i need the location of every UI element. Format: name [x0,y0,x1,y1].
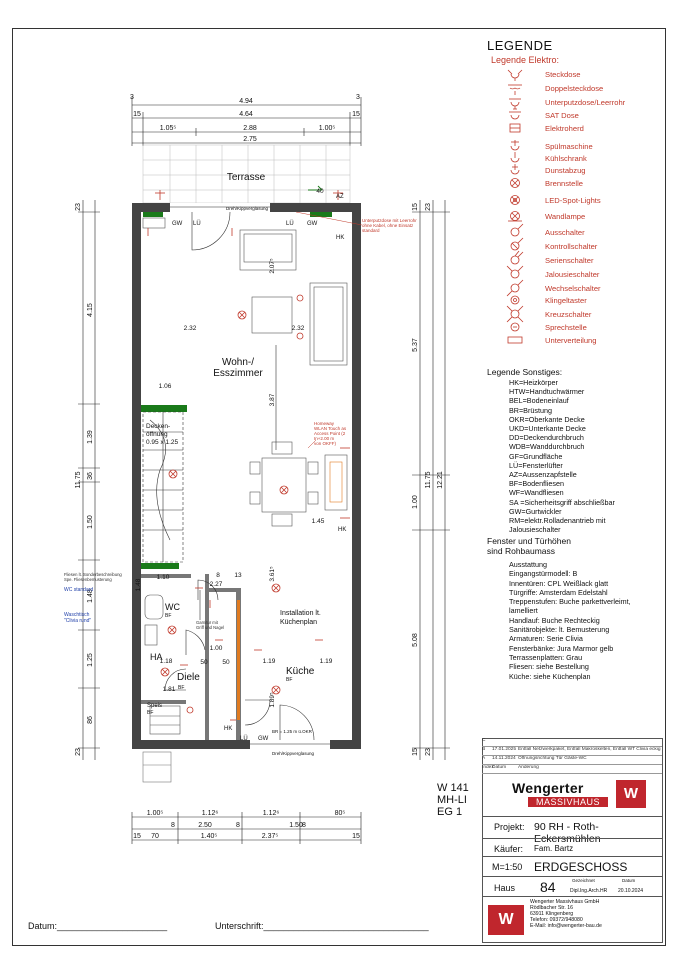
dim-right-15a: 15 [412,203,419,211]
dim-top-4: 2.75 [243,136,257,143]
dim-bot-4: 80⁵ [334,810,346,817]
dim-right-508: 5.08 [412,633,419,647]
room-wohn-1: Wohn-/ [221,357,255,368]
electric-marks [148,190,350,720]
dunstabzug-icon [511,164,519,174]
anno-lu3: LÜ [240,736,248,742]
dim-left-139: 1.39 [87,430,94,444]
logo-name: Wengerter [512,780,584,796]
dim-right-100: 1.00 [412,495,419,509]
rev-row-header: IndexDatum Änderung [482,765,662,774]
legend-sat-dose: SAT Dose [545,111,579,120]
legend-steckdose: Steckdose [545,70,581,79]
dim-bot-2: 1.12⁶ [201,810,219,817]
ausstattung: Ausstattung Eingangstürmodell: B Innentüren: CPL Weißlack glatt Türgriffe: Amsterdam Edelstahl Treppenstufen: Buche parkettverleimt, lamelliert Handlauf: Buche Rechteckig Sanitärobjekte: lt. Bemusterung Armaturen: Serie Clivia Fensterbänke: Jura Marmor gelb Terrassenplatten: Grau Fliesen: siehe Bestellung Küche: siehe Küchenplan [509,560,631,681]
dim-left-23a: 23 [75,203,82,211]
legend-sonstiges-title: Legende Sonstiges: [487,367,563,377]
dim-left-36: 36 [87,472,94,480]
legend-unterputzdose: Unterputzdose/Leerrohr [545,98,626,107]
dim-15b: 15 [352,111,360,118]
room-kueche: Küche [286,666,315,677]
geschoss: ERDGESCHOSS [534,860,628,874]
rev-row-b: B 17.01.2025 Entfall Netzwerkpaket, Entfall Makroskelten, Entfall WT Clivia eckig [482,747,662,756]
legend-kuehlschrank: Kühlschrank [545,154,587,163]
datum-label: Datum [622,878,636,883]
dim-h387: 3.87 [269,393,276,407]
legend-doppelsteckdose: Doppelsteckdose [545,84,604,93]
dim-h118: 1.18 [159,658,173,665]
note-garnitur: Garnitur mit Griff und Nagel [196,620,225,630]
note-wlan: Homeway WLAN Touch as Access Point (2 In+2.00 m von OKFF) [314,421,347,446]
dim-left-1175: 11.75 [75,471,82,489]
dim-right-1175: 11.75 [425,471,432,489]
legend-sprechstelle: Sprechstelle [545,323,587,332]
unterverteilung-icon [508,337,522,343]
outer-walls [132,203,361,749]
dim-left-86: 86 [87,716,94,724]
sprechstelle-icon [511,323,519,331]
dim-bot-5: 2.50 [198,822,212,829]
dim-bot-8a: 8 [171,822,175,829]
num-40: 40 [316,188,324,195]
legend-serienschalter: Serienschalter [545,256,594,265]
sill-top-left [143,212,163,217]
dim-w232a: 2.32 [183,325,197,332]
decken-3: 0.95 x 1.25 [146,439,179,446]
dim-h361: 3.61⁵ [269,566,276,582]
dim-w232b: 2.32 [291,325,305,332]
anno-br-okr: BR = 1.25 m ü.OKR [272,729,312,734]
legend-sonstiges: HK=Heizkörper HTW=Handtuchwärmer BEL=Bodeneinlauf BR=Brüstung OKR=Oberkante Decke UKD=Unterkante Decke DD=Deckendurchbruch WDB=Wanddurchbruch GF=Grundfläche LÜ=Fensterlüfter AZ=Aussenzapfstelle BF=Bodenfliesen WF=Wandfliesen SA =Sicherheitsgriff abschließbar GW=Gurtwickler RM=elektr.Rolladenantrieb mit Jalousieschalter [509,378,615,535]
legend-wandlampe: Wandlampe [545,212,586,221]
entry-step [143,752,171,782]
legend-symbols [490,64,540,354]
note-waschtisch: Waschtisch "Clivia rund" [64,612,92,624]
projekt-value: 90 RH - Roth-Eckersmühlen [534,821,601,845]
room-wohn-2: Esszimmer [213,368,263,379]
dim-left-23b: 23 [75,748,82,756]
note-unterputz: Unterputzdose mit Leerrohr ohne Kabel, ohne Einsatz standard [362,218,417,233]
dim-bot-237: 2.37⁵ [261,833,279,840]
legend-klingeltaster: Klingeltaster [545,296,587,305]
dim-h100: 1.00 [209,645,223,652]
kaeufer-label: Käufer: [494,844,524,854]
room-wc: WC [165,602,180,612]
note-fliesen: Fliesen lt. Sonderbeschreibung Spe. Fliesenbemusterung [64,572,122,582]
dim-bot-3: 1.12⁶ [262,810,280,817]
anno-drehkipp-top: Dreh/Kippverglasung [226,206,269,211]
projekt-row [482,816,662,845]
legend-kontrollschalter: Kontrollschalter [545,242,598,251]
dim-top-2: 2.88 [243,125,257,132]
legend-ausschalter: Ausschalter [545,228,585,237]
legend-jalousieschalter: Jalousieschalter [545,270,600,279]
anno-bf-speis: BF [147,710,154,716]
kuehlschrank-icon [511,152,519,162]
anno-hk2: HK [338,527,347,533]
dim-bot-6: 1.50 [289,822,303,829]
kaeufer-row [482,838,662,857]
dim-top-total: 4.94 [239,98,253,105]
legend-title: LEGENDE [487,38,553,53]
dim-h50a: 50 [200,659,208,666]
num-8: 8 [216,572,220,579]
anno-bf-kueche: BF [286,677,293,683]
dim-left-125: 1.25 [87,653,94,667]
dim-h50b: 50 [222,659,230,666]
dim-bot-15b: 15 [352,833,360,840]
dim-h110: 1.10 [156,574,170,581]
anno-gw1: GW [172,221,183,227]
massstab: M=1:50 [492,862,523,872]
logo-sub: MASSIVHAUS [528,797,608,807]
dim-top-inner: 4.64 [239,111,253,118]
sat-dose-icon [509,109,521,119]
dim-h189: 1.89⁵ [269,692,276,708]
dim-right-15b: 15 [412,748,419,756]
wandlampe-icon [508,212,522,222]
company-logo [508,778,654,812]
haus-row [482,876,662,897]
haus-value: 84 [540,879,556,895]
dim-h181: 1.81 [162,686,176,693]
legend-kreuzschalter: Kreuzschalter [545,310,592,319]
legend-spuelmaschine: Spülmaschine [545,142,593,151]
dim-bot-8b: 8 [236,822,240,829]
elektroherd-icon [510,124,520,132]
anno-gw2: GW [307,221,318,227]
note-wc-standard: WC standard [64,587,94,593]
sill-wc [141,563,179,569]
jalousieschalter-icon [507,266,523,278]
fenster-title: Fenster und Türhöhen sind Rohbaumass [487,536,571,556]
sill-top-right [310,212,332,217]
install-2: Küchenplan [280,619,317,626]
massstab-row [482,856,662,877]
kitchen-wall-strip [237,600,240,720]
dim-h119b: 1.19 [319,658,333,665]
serienschalter-icon [511,251,523,264]
dim-right-1221: 12.21 [437,471,444,489]
sill-stair [141,405,187,412]
footer-datum: Datum:______________________ [28,921,168,931]
dim-h207: 2.07⁵ [269,258,276,274]
legend-wechselschalter: Wechselschalter [545,284,601,293]
dim-left-415: 4.15 [87,303,94,317]
gezeichnet-value: Dipl.Ing.Arch.HR [570,888,608,894]
dim-bot-70: 70 [151,833,159,840]
dim-3a: 3 [130,94,134,101]
dim-top-1: 1.05⁵ [159,125,177,132]
led-spot-icon [511,196,520,205]
revision-table [482,738,662,774]
spuelmaschine-icon [511,140,519,150]
furniture [143,218,347,734]
footer-unterschrift: Unterschrift:_________________________________ [215,921,429,931]
room-speis: Speis [147,703,163,709]
datum-value: 20.10.2024 [618,888,644,894]
room-ha: HA [150,652,163,662]
steckdose-icon [508,70,522,81]
ausschalter-icon [511,224,523,236]
room-terrasse: Terrasse [226,172,266,183]
dim-bot-15a: 15 [133,833,141,840]
dim-3b: 3 [356,94,360,101]
anno-drehkipp-bottom: Dreh/Kippverglasung [272,751,315,756]
dim-15a: 15 [133,111,141,118]
dim-bot-140: 1.40⁵ [200,833,218,840]
dim-h106: 1.06 [158,383,172,390]
projekt-label: Projekt: [494,822,525,832]
dim-left-148: 1.48 [87,589,94,603]
anno-lu2: LÜ [286,221,294,227]
dim-h145: 1.45 [311,518,325,525]
dim-top-3: 1.00⁵ [318,125,336,132]
rev-row-a: A 14.11.2024 Öffnungsrichtung Tür Gäste-WC [482,756,662,765]
gezeichnet-label: Gezeichnet [572,878,595,883]
dim-right-23a: 23 [425,203,432,211]
dim-bot-8c: 8 [302,822,306,829]
kaeufer-value: Fam. Bartz [534,844,574,853]
anno-gw3: GW [258,736,269,742]
company-address: Wengerter Massivhaus GmbH Rödlbacher Str. 16 63911 Klingenberg Telefon: 09372/948080 E-Mail: info@wengerter-bau.de [530,899,602,929]
company-logo-small-icon: W [488,905,524,935]
haus-label: Haus [494,883,516,893]
dim-h148b: 1.48 [135,578,142,592]
dim-right-537: 5.37 [412,338,419,352]
klingeltaster-icon [511,296,519,304]
install-1: Installation lt. [280,610,321,617]
dim-bot-1: 1.00⁵ [146,810,164,817]
legend-unterverteilung: Unterverteilung [545,336,597,345]
kontrollschalter-icon [511,238,523,250]
kreuzschalter-icon [507,306,523,322]
anno-hk1: HK [336,235,345,241]
w-code: W 141 MH-LI EG 1 [437,782,469,818]
decken-2: öffnung [146,431,168,438]
dim-right-23b: 23 [425,748,432,756]
legend-subtitle: Legende Elektro: [491,55,560,65]
legend-brennstelle: Brennstelle [545,179,583,188]
anno-bf-diele: BF [178,685,185,691]
dim-h227: 2.27 [209,581,223,588]
anno-lu1: LÜ [193,221,201,227]
logo-mark-icon: W [616,780,646,808]
room-diele: Diele [177,672,200,683]
dim-left-150: 1.50 [87,515,94,529]
anno-bf-wc: BF [165,613,172,619]
rev-row-c: C [482,738,662,747]
dim-h119a: 1.19 [262,658,276,665]
anno-hk3: HK [224,726,233,732]
brennstelle-icon [511,179,520,188]
anno-az: AZ [336,194,344,200]
num-13: 13 [234,572,242,579]
unterputzdose-icon [509,99,521,109]
legend-dunstabzug: Dunstabzug [545,166,586,175]
doppelsteckdose-icon [508,85,522,95]
legend-led-spot: LED-Spot-Lights [545,196,601,205]
wechselschalter-icon [507,280,523,296]
decken-1: Decken- [146,423,171,430]
legend-elektroherd: Elektroherd [545,124,584,133]
